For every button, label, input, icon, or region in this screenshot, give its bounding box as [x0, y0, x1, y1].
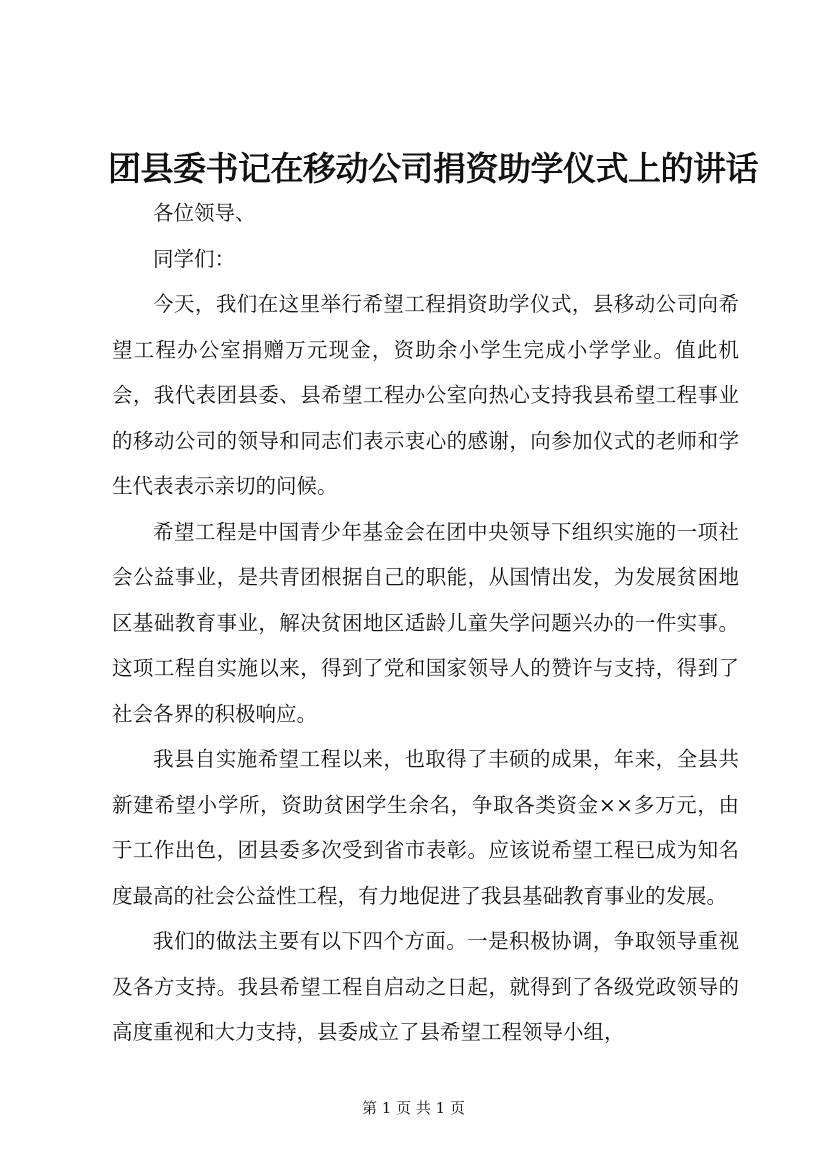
paragraph-methods: 我们的做法主要有以下四个方面。一是积极协调，争取领导重视及各方支持。我县希望工程自启动之日起，就得到了各级党政领导的高度重视和大力支持，县委成立了县希望工程领导小组，: [112, 929, 739, 1044]
salutation-line-2: 同学们：: [153, 246, 235, 271]
paragraph-opening: 今天，我们在这里举行希望工程捐资助学仪式，县移动公司向希望工程办公室捐赠万元现金，资助余小学生完成小学学业。值此机会，我代表团县委、县希望工程办公室向热心支持我县希望工程事业的移动公司的领导和同志们表示衷心的感谢，向参加仪式的老师和学生代表表示亲切的问候。: [112, 292, 739, 498]
document-body: [112, 191, 739, 1056]
salutation-line-1: 各位领导、: [153, 201, 256, 225]
document-title: 团县委书记在移动公司捐资助学仪式上的讲话: [108, 149, 758, 188]
paragraph-county-results: 我县自实施希望工程以来，也取得了丰硕的成果，年来，全县共新建希望小学所，资助贫困学生余名，争取各类资金××多万元，由于工作出色，团县委多次受到省市表彰。应该说希望工程已成为知名度最高的社会公益性工程，有力地促进了我县基础教育事业的发展。: [112, 747, 739, 908]
paragraph-hope-project: 希望工程是中国青少年基金会在团中央领导下组织实施的一项社会公益事业，是共青团根据自己的职能，从国情出发，为发展贫困地区基础教育事业，解决贫困地区适龄儿童失学问题兴办的一件实事。这项工程自实施以来，得到了党和国家领导人的赞许与支持，得到了社会各界的积极响应。: [112, 519, 739, 726]
page-footer: 第 1 页 共 1 页: [362, 1099, 465, 1117]
